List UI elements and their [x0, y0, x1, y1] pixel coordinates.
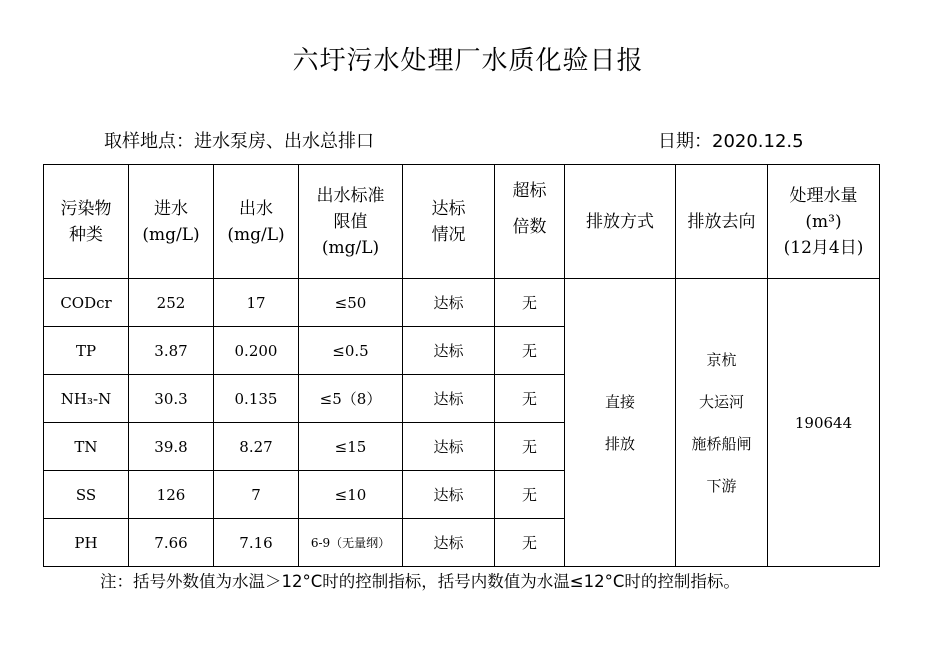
footnote: 注：括号外数值为水温＞12°C时的控制指标，括号内数值为水温≤12°C时的控制指标。	[100, 572, 740, 591]
param-cell: NH₃-N	[44, 375, 129, 423]
report-title: 六圩污水处理厂水质化验日报	[292, 46, 644, 76]
status-cell: 达标	[403, 471, 495, 519]
influent-cell: 126	[129, 471, 214, 519]
standard-cell: ≤0.5	[299, 327, 403, 375]
discharge-method-cell: 直接 排放	[565, 279, 676, 567]
header-discharge-destination: 排放去向	[676, 165, 768, 279]
exceed-cell: 无	[495, 423, 565, 471]
standard-cell: ≤15	[299, 423, 403, 471]
exceed-cell: 无	[495, 375, 565, 423]
param-cell: CODcr	[44, 279, 129, 327]
param-cell: SS	[44, 471, 129, 519]
table-row	[44, 279, 880, 327]
header-volume: 处理水量 (m³) (12月4日)	[768, 165, 880, 279]
exceed-cell: 无	[495, 279, 565, 327]
influent-cell: 7.66	[129, 519, 214, 567]
influent-cell: 30.3	[129, 375, 214, 423]
status-cell: 达标	[403, 375, 495, 423]
status-cell: 达标	[403, 327, 495, 375]
exceed-cell: 无	[495, 327, 565, 375]
influent-cell: 39.8	[129, 423, 214, 471]
standard-cell: ≤50	[299, 279, 403, 327]
influent-cell: 252	[129, 279, 214, 327]
exceed-cell: 无	[495, 471, 565, 519]
report-date: 日期：2020.12.5	[658, 131, 804, 152]
param-cell: PH	[44, 519, 129, 567]
table-header-row	[44, 165, 880, 279]
exceed-cell: 无	[495, 519, 565, 567]
effluent-cell: 17	[214, 279, 299, 327]
influent-cell: 3.87	[129, 327, 214, 375]
effluent-cell: 0.200	[214, 327, 299, 375]
effluent-cell: 8.27	[214, 423, 299, 471]
header-exceed: 超标 倍数	[495, 165, 565, 279]
param-cell: TP	[44, 327, 129, 375]
effluent-cell: 7	[214, 471, 299, 519]
header-influent: 进水 (mg/L)	[129, 165, 214, 279]
param-cell: TN	[44, 423, 129, 471]
standard-cell: ≤5（8）	[299, 375, 403, 423]
header-standard: 出水标准 限值 (mg/L)	[299, 165, 403, 279]
header-discharge-method: 排放方式	[565, 165, 676, 279]
treated-volume-cell: 190644	[768, 279, 880, 567]
effluent-cell: 7.16	[214, 519, 299, 567]
discharge-destination-cell: 京杭 大运河 施桥船闸 下游	[676, 279, 768, 567]
header-effluent: 出水 (mg/L)	[214, 165, 299, 279]
header-compliance: 达标 情况	[403, 165, 495, 279]
sampling-location: 取样地点：进水泵房、出水总排口	[104, 131, 374, 152]
standard-cell: 6-9（无量纲）	[299, 519, 403, 567]
water-quality-table	[43, 164, 880, 567]
standard-cell: ≤10	[299, 471, 403, 519]
effluent-cell: 0.135	[214, 375, 299, 423]
status-cell: 达标	[403, 423, 495, 471]
status-cell: 达标	[403, 519, 495, 567]
status-cell: 达标	[403, 279, 495, 327]
header-pollutant: 污染物 种类	[44, 165, 129, 279]
